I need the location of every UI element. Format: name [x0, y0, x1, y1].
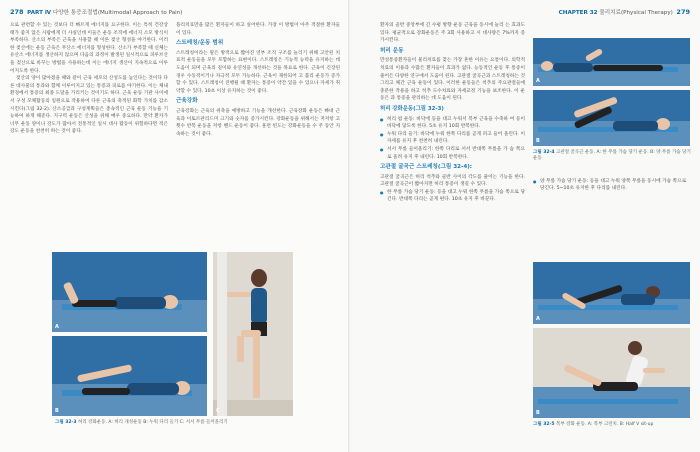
figure-caption-text: 허리 강화운동. A: 허리 개성운동 B: 누워 다리 들기 C: 서서 무릎 들어올리기	[77, 420, 228, 425]
right-text-column	[380, 22, 525, 204]
bullet-item: ● 한 무릎 가슴 당기 운동: 등을 대고 누워 한쪽 무릎을 가슴 쪽으로 당긴다. 반대쪽 다리는 곧게 편다. 10초 유지 후 바꾼다.	[380, 189, 525, 204]
figure-caption-text: 고관절 굴곡근 운동. A: 한 무릎 가슴 당기 운동. B: 양 무릎 가슴 당기 운동	[533, 150, 691, 161]
figure-number: 그림 32-3	[55, 420, 77, 425]
abdominal-photo-a	[533, 262, 690, 324]
right-page	[350, 0, 700, 452]
figure-number: 그림 32-4	[533, 150, 555, 155]
section-heading: 스트레칭/운동 범위	[176, 40, 224, 47]
person-double-knee-illustration	[533, 90, 690, 146]
figure-label-b: B	[536, 138, 540, 144]
chapter-title: 물리치료(Physical Therapy)	[599, 10, 673, 16]
paragraph: 근육강화는 근육의 위축을 예방하고 기능을 개선한다. 근육강화 운동은 빠대 근육과 이토르관리드미 크기와 숫자를 증가시킨다. 강화운동을 위해서는 저저항 고횟수 반복 운동을 저항 밴드 운동이 좋다. 훈련 빈도는 강화운동을 수 주 동안 지속하는 것이 좋다.	[176, 108, 340, 137]
figure-label-c: C	[216, 408, 220, 414]
figure-caption	[55, 420, 295, 426]
bullet-item: ● 양 무릎 가슴 당기 운동: 등을 대고 누워 양쪽 무릎을 동시에 가슴 쪽으로 당긴다. 5~10초 유지한 후 다리를 내린다.	[533, 178, 691, 192]
bullet-item: ● 허리 폄 운동: 바닥에 등을 대고 누워서 복부 근육을 수축하 여 등이 바닥에 닿도록 한다. 5초 유지 10회 반복한다.	[380, 116, 525, 131]
hip-flexor-photo-a	[533, 38, 690, 86]
person-knee-to-chest-illustration	[533, 38, 690, 86]
left-text-column-2	[176, 22, 340, 138]
bullet-list	[533, 178, 691, 192]
paragraph: 고관절 굴곡근은 허리 척추와 골반 사이의 각도를 줄이는 기능을 한다. 고관절 굴곡근이 짧아지면 허리 통증이 생길 수 있다.	[380, 174, 525, 188]
paragraph: 으로 관련할 수 있는 것보다 더 빠르게 에너지를 요구한다. 이는 특히 건강상태가 좋지 않은 사람에게 더 사실인데 이들은 운동 조직에 에너지 소모 방식이 부족하다. 산소의 부족은 근육을 사용할 때 이른 젖산 형성을 야기한다. 이러한 젖산에는 운동 근육은 무산소 에너지를 형성한다. 산소가 부족할 때 신체는 유산소 에너지를 생산하지 않으며 다음의 과정이 발생된 일시적으로 피루브산을 젖산으로 바꾸는 방법을 사용하는데 이는 에너지 생산이 지속적으로 이루어지도록 한다.	[10, 23, 168, 74]
figure-number: 그림 32-5	[533, 422, 555, 427]
paragraph: 스트레칭이라는 말은 방적으로 짧아진 연부 조직 구조를 늘리기 위해 고안된 치료적 운동들을 모두 포함하는 표현이다. 스트레칭은 기능적 능력을 유지하는 데 도움이 되며 근육의 길이와 유연성을 개선하는 것을 목표로 한다. 근육이 긴장된 경우 수동적이거나 자극적 모두 가능하다. 근육이 제한되어 고 불리 운동가 증가할 수 있다. 스트레칭이 진행될 때 환자는 통증이 약간 있을 수 있으나 자세가 취약할 수 있다. 10초 이상 유지하는 것이 좋다.	[176, 50, 340, 94]
left-page-number: 278	[10, 8, 24, 16]
left-page-header	[10, 8, 182, 16]
paragraph: 젖산의 양이 많아졌을 때와 같이 근육 세포의 산성도를 높인다는 것이다 다른 대사물의 통과와 함께 이루어지고 있는 통증과 피로를 야기한다. 이는 체내 환경에서 통증의 최종 도달을 가리키는 것이기도 하다. 근육 운동 기관 사이에서 구성 모체활동의 일원으로 작용하여 다른 근육의 축적된 화학 가치를 감소시킨다(그림 32-2). 산소공급과 구성계획들은 총속적인 근육 운동 기능을 기능하여 하게 해준다. 지구력 운동은 산성을 위해 매우 중요하다. 만약 환자가 너무 운동 양이나 강도가 많아서 전통적인 일시 대사 활동이 위험하다면 적은 강도 운동을 천천히 하는 것이 좋다.	[10, 76, 168, 135]
abdominal-photo-b	[533, 328, 690, 418]
person-standing-illustration	[213, 252, 293, 416]
hip-flexor-photo-b	[533, 90, 690, 146]
person-leg-raise-illustration	[52, 336, 207, 416]
paragraph: 환자의 골반 중앙부에 긴 수평 방향 운동 근육을 동시에 늘리 는 효과도 있다. 평균적으로 강화운동은 주 3회 사용하고 시 대사량은 7%까지 증가시킨다.	[380, 23, 525, 44]
section-heading: 근육강화	[176, 98, 198, 105]
right-page-header	[559, 8, 690, 16]
figure-label-b: B	[536, 410, 540, 416]
figure-label-a: A	[55, 324, 59, 330]
exercise-photo-b	[52, 336, 207, 416]
left-part-label: PART Ⅳ	[27, 10, 52, 16]
exercise-photo-c	[213, 252, 293, 416]
section-heading: 고관절 굴곡근 스트레칭(그림 32-4):	[380, 164, 473, 171]
figure-caption-text: 복부 강화 운동. A: 복부 크런치. B: Half V sit-up	[555, 422, 654, 427]
chapter-label: CHAPTER 32	[558, 10, 598, 16]
section-heading: 허리 운동	[380, 47, 404, 54]
figure-caption	[533, 150, 693, 162]
figure-caption	[533, 422, 693, 428]
person-v-situp-illustration	[533, 328, 690, 418]
paragraph: 플리치료만을 많은 환자들이 하고 싶어한다. 가장 이 방법이 아주 적절한 환자들이 있다.	[176, 23, 340, 36]
exercise-photo-a	[52, 252, 207, 332]
left-part-title: 다양한 통증조절법(Multimodal Approach to Pain)	[52, 10, 183, 16]
figure-label-b: B	[55, 408, 59, 414]
left-text-column-1	[10, 22, 168, 136]
bullet-item: ● 누워 다리 들기: 바닥에 누워 한쪽 다리를 곧게 펴고 들어 올린다. 이 자세를 유지 후 천천히 내린다.	[380, 131, 525, 146]
person-crunch-illustration	[533, 262, 690, 324]
paragraph: 만성통증환자들이 물리치료를 찾는 가장 흔한 이유는 요통이다. 의학적 치료의 이용과 수많은 환자들이 효과가 없다. 능동적인 운동 후 통증이 줄어든 다양한 연구에서 도움이 된다. 고관절 굴곡근과 스트레칭하는 것 그리고 체간 근육 운동이 있다. 이러한 운동들은 척추의 주요관절들에 충분한 작용을 하고 척추 도수치료와 자세교정 기능을 보조한다. 이 운동은 과 통증을 관리하는 데 도움이 된다.	[380, 58, 525, 102]
bullet-item: ● 서서 무릎 들어올리기: 한쪽 다리로 서서 반대쪽 무릎을 가 슴 쪽으로 올려 유지 후 내린다. 10회 반복한다.	[380, 146, 525, 161]
person-lying-illustration	[52, 252, 207, 332]
figure-label-a: A	[536, 78, 540, 84]
right-page-number: 279	[676, 8, 690, 16]
figure-label-a: A	[536, 316, 540, 322]
exercise-box-heading: 허리 강화운동(그림 32-3)	[380, 105, 444, 112]
